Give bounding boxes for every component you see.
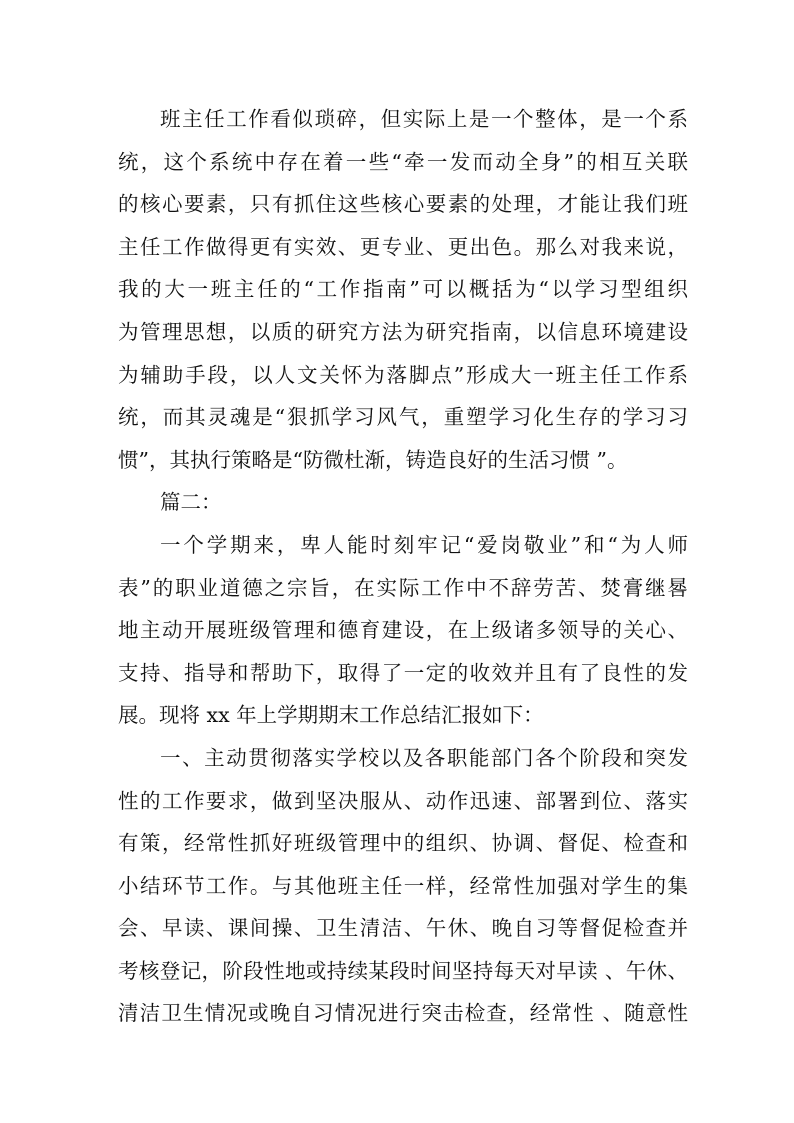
text-line: 为管理思想，以质的研究方法为研究指南，以信息环境建设 [118,319,688,344]
text-line: 展。现将 xx 年上学期期末工作总结汇报如下： [118,703,544,728]
text-line: 为辅助手段，以人文关怀为落脚点”形成大一班主任工作系 [118,362,688,387]
text-line: 支持、指导和帮助下，取得了一定的收效并且有了良性的发 [118,660,688,685]
text-line: 清洁卫生情况或晚自习情况进行突击检查，经常性 、随意性 [118,1001,688,1026]
text-line: 性的工作要求，做到坚决服从、动作迅速、部署到位、落实 [118,788,688,813]
text-line: 会、早读、课间操、卫生清洁、午休、晚自习等督促检查并 [118,916,688,941]
section-heading: 篇二： [160,490,222,515]
text-line: 一个学期来，卑人能时刻牢记“爱岗敬业”和“为人师 [160,532,688,557]
text-line: 统，这个系统中存在着一些“牵一发而动全身”的相互关联 [118,149,688,174]
text-line: 考核登记，阶段性地或持续某段时间坚持每天对早读 、午休、 [118,958,688,983]
text-line: 主任工作做得更有实效、更专业、更出色。那么对我来说， [118,234,688,259]
text-line: 统，而其灵魂是“狠抓学习风气，重塑学习化生存的学习习 [118,405,688,430]
text-line: 小结环节工作。与其他班主任一样，经常性加强对学生的集 [118,873,688,898]
text-line: 我的大一班主任的“工作指南”可以概括为“以学习型组织 [118,277,688,302]
text-line: 班主任工作看似琐碎，但实际上是一个整体，是一个系 [160,107,688,131]
text-line: 地主动开展班级管理和德育建设，在上级诸多领导的关心、 [118,618,688,643]
text-line: 惯”，其执行策略是“防微杜渐，铸造良好的生活习惯 ”。 [118,447,628,472]
text-line: 一、主动贯彻落实学校以及各职能部门各个阶段和突发 [160,745,688,770]
text-line: 有策，经常性抓好班级管理中的组织、协调、督促、检查和 [118,831,688,856]
document-body [118,98,688,1035]
text-line: 的核心要素，只有抓住这些核心要素的处理，才能让我们班 [118,192,688,217]
text-line: 表”的职业道德之宗旨，在实际工作中不辞劳苦、焚膏继晷 [118,575,688,600]
